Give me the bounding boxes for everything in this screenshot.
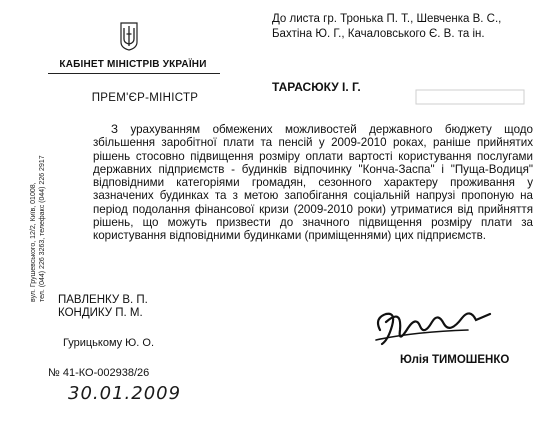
reference-block	[272, 12, 542, 42]
signer-name: Юлія ТИМОШЕНКО	[400, 354, 510, 366]
letterhead-address	[30, 155, 47, 302]
faded-stamp	[415, 88, 525, 106]
registration-number: № 41-КО-002938/26	[48, 367, 150, 379]
trident-emblem-icon	[118, 20, 140, 52]
letter-body: З урахуванням обмежених можливостей державного бюджету щодо збільшення заробітної плати та пенсій у 2009-2010 роках, раніше прийнятих рішень стосовно підвищення розміру оплати вартості користування послугами державних підприємств - будинків відпочинку "Конча-Заспа" і "Пуща-Водиця" відповідними категоріями громадян, сезонного характеру проживання у зазначених будинках та з метою запобігання соціальній напрузі пропоную на період подолання фінансової кризи (2009-2010 роки) утриматися від прийняття рішень, що можуть призвести до значного підвищення розміру плати за користування відповідними будинками (приміщеннями) цих підприємств.	[93, 123, 533, 243]
copy-recipient: Гурицькому Ю. О.	[63, 337, 155, 349]
recipient: КОНДИКУ П. М.	[58, 307, 143, 319]
office-title: ПРЕМ'ЄР-МІНІСТР	[91, 92, 199, 104]
recipient: ПАВЛЕНКУ В. П.	[58, 294, 148, 306]
address-line: тел. (044) 226 3263, телефакс (044) 226 2917	[38, 155, 46, 302]
reference-line: До листа гр. Тронька П. Т., Шевченка В. С.,	[272, 13, 502, 25]
handwritten-date: 30.01.2009	[68, 383, 182, 404]
recipients-block	[58, 294, 148, 320]
letterhead-divider	[48, 73, 220, 74]
address-line: вул. Грушевського, 12/2, Київ, 01008,	[30, 182, 37, 302]
addressee: ТАРАСЮКУ І. Г.	[272, 80, 361, 94]
organization-name: КАБІНЕТ МІНІСТРІВ УКРАЇНИ	[59, 59, 207, 70]
reference-line: Бахтіна Ю. Г., Качаловського Є. В. та ін.	[272, 28, 485, 40]
